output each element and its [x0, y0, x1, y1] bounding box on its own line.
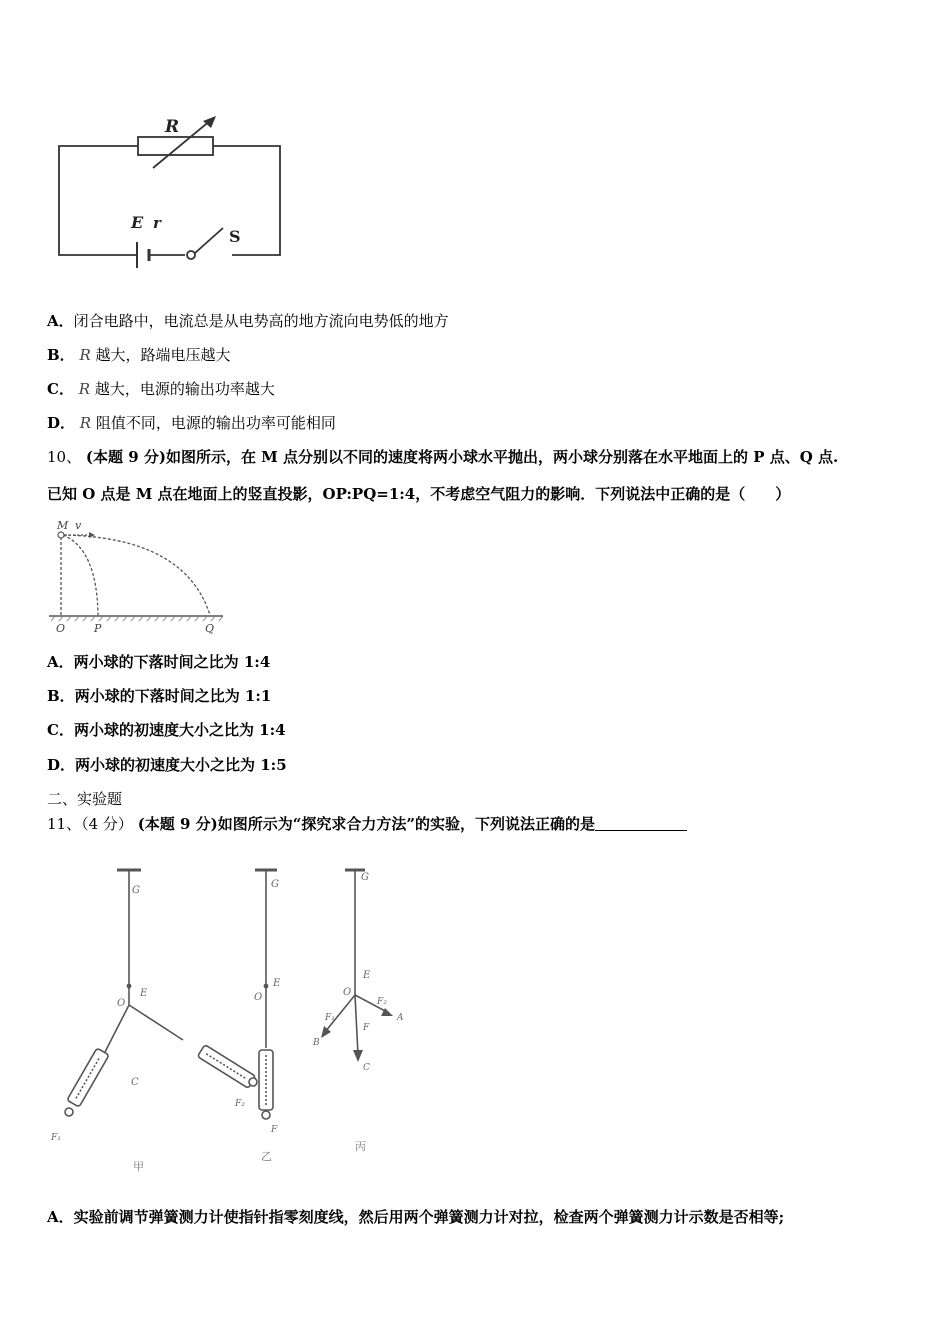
- label-o-2: O: [254, 992, 263, 1003]
- point-m-label: M: [57, 519, 69, 532]
- q11-stem: 11、（4 分） (本题 9 分)如图所示为“探究求合力方法”的实验，下列说法正确的是: [47, 814, 687, 834]
- label-f2-3: F₂: [377, 997, 387, 1007]
- label-o-3: O: [343, 987, 352, 998]
- q10-stem-line2: 已知 O 点是 M 点在地面上的竖直投影，OP:PQ=1:4，不考虑空气阻力的影响．下列说法中正确的是（ ）: [47, 485, 791, 503]
- panel-label-bing: 丙: [355, 1140, 366, 1153]
- point-o-label: O: [56, 622, 66, 635]
- label-f2-1: F₂: [235, 1099, 245, 1109]
- switch-label: S: [229, 227, 241, 246]
- q11-option-a: A．实验前调节弹簧测力计使指针指零刻度线，然后用两个弹簧测力计对拉，检查两个弹簧测力计示数是否相等;: [47, 1208, 785, 1226]
- label-g-1: G: [132, 885, 140, 896]
- velocity-label: v: [75, 519, 82, 532]
- panel-label-yi: 乙: [261, 1150, 272, 1163]
- label-g-3: G: [361, 872, 369, 883]
- q9-option-c: C． R 越大，电源的输出功率越大: [47, 380, 275, 398]
- label-f-3: F: [363, 1023, 370, 1033]
- q9-option-b: B． R 越大，路端电压越大: [47, 346, 231, 364]
- label-g-2: G: [271, 879, 279, 890]
- q9-option-a: A．闭合电路中，电流总是从电势高的地方流向电势低的地方: [47, 312, 449, 330]
- label-c-1: C: [131, 1077, 139, 1088]
- q10-option-a: A．两小球的下落时间之比为 1:4: [47, 653, 271, 671]
- resistor-label: R: [165, 117, 180, 137]
- q10-stem-line1: 10、 (本题 9 分)如图所示，在 M 点分别以不同的速度将两小球水平抛出，两小球分别落在水平地面上的 P 点、Q 点.: [47, 448, 839, 466]
- label-a-3: A: [397, 1013, 404, 1023]
- q10-option-d: D．两小球的初速度大小之比为 1:5: [47, 756, 287, 774]
- section-title: 二、实验题: [47, 790, 123, 808]
- label-c-3: C: [363, 1063, 370, 1073]
- point-q-label: Q: [205, 622, 215, 635]
- label-e-2: E: [273, 978, 281, 989]
- label-f1-3: F₁: [325, 1013, 335, 1023]
- label-b-3: B: [313, 1038, 320, 1048]
- q10-option-b: B．两小球的下落时间之比为 1:1: [47, 687, 272, 705]
- label-o-1: O: [117, 998, 126, 1009]
- q10-option-c: C．两小球的初速度大小之比为 1:4: [47, 721, 286, 739]
- label-e-1: E: [140, 988, 148, 999]
- projectile-diagram: [45, 515, 235, 637]
- internal-resistance-label: r: [153, 214, 161, 232]
- force-experiment-diagram: [45, 860, 425, 1175]
- point-p-label: P: [94, 622, 102, 635]
- answer-blank[interactable]: [595, 816, 687, 831]
- label-e-3: E: [363, 970, 371, 981]
- panel-label-jia: 甲: [133, 1160, 144, 1173]
- label-f-2: F: [271, 1125, 278, 1135]
- emf-label: E: [131, 213, 144, 232]
- label-f1-1: F₁: [51, 1133, 61, 1143]
- circuit-diagram: [45, 110, 295, 285]
- q9-option-d: D． R 阻值不同，电源的输出功率可能相同: [47, 414, 336, 432]
